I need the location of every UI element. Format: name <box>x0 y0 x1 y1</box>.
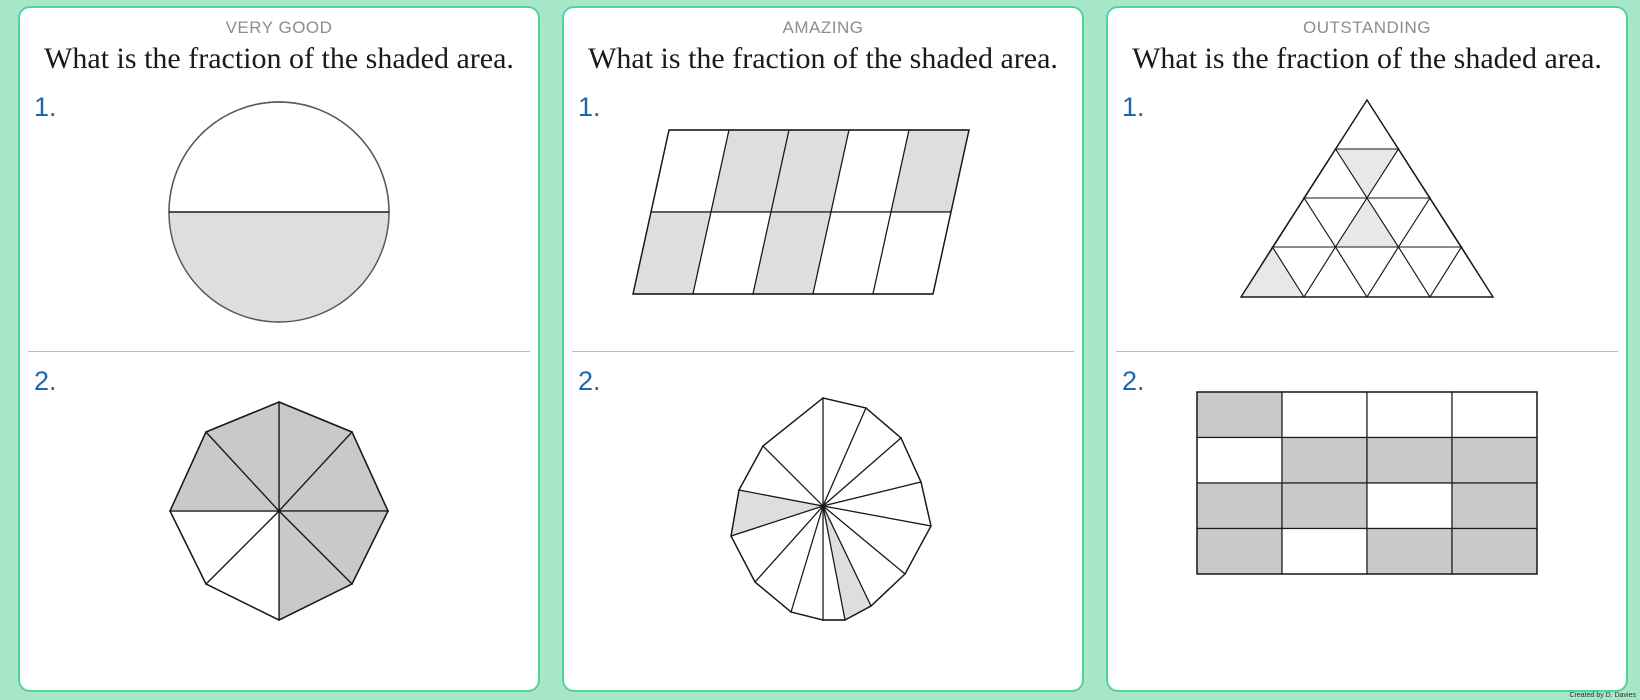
card-question-text: What is the fraction of the shaded area. <box>1132 42 1602 75</box>
worksheet-card-1 <box>18 6 540 692</box>
figure-nonagon-wedges <box>564 386 1082 636</box>
figure-triangle-sixteenths <box>1108 92 1626 312</box>
card-divider <box>28 351 530 352</box>
question-number-1: 1. <box>1122 92 1145 122</box>
worksheet-card-3 <box>1106 6 1628 692</box>
credit-text: Created by D. Davies <box>1569 692 1636 699</box>
figure-rectangle-grid <box>1108 386 1626 586</box>
figure-circle-halves <box>20 92 538 337</box>
worksheet-card-2 <box>562 6 1084 692</box>
card-divider <box>572 351 1074 352</box>
card-question-text: What is the fraction of the shaded area. <box>44 42 514 75</box>
question-number-2: 2. <box>578 366 601 396</box>
card-level-label: OUTSTANDING <box>1303 18 1431 37</box>
card-question-text: What is the fraction of the shaded area. <box>588 42 1058 75</box>
question-number-2: 2. <box>34 366 57 396</box>
card-divider <box>1116 351 1618 352</box>
card-level-label: VERY GOOD <box>225 18 333 37</box>
card-level-label: AMAZING <box>782 18 864 37</box>
question-number-1: 1. <box>34 92 57 122</box>
question-number-2: 2. <box>1122 366 1145 396</box>
figure-octagon-eighths <box>20 386 538 636</box>
question-number-1: 1. <box>578 92 601 122</box>
figure-parallelogram-grid <box>564 92 1082 302</box>
